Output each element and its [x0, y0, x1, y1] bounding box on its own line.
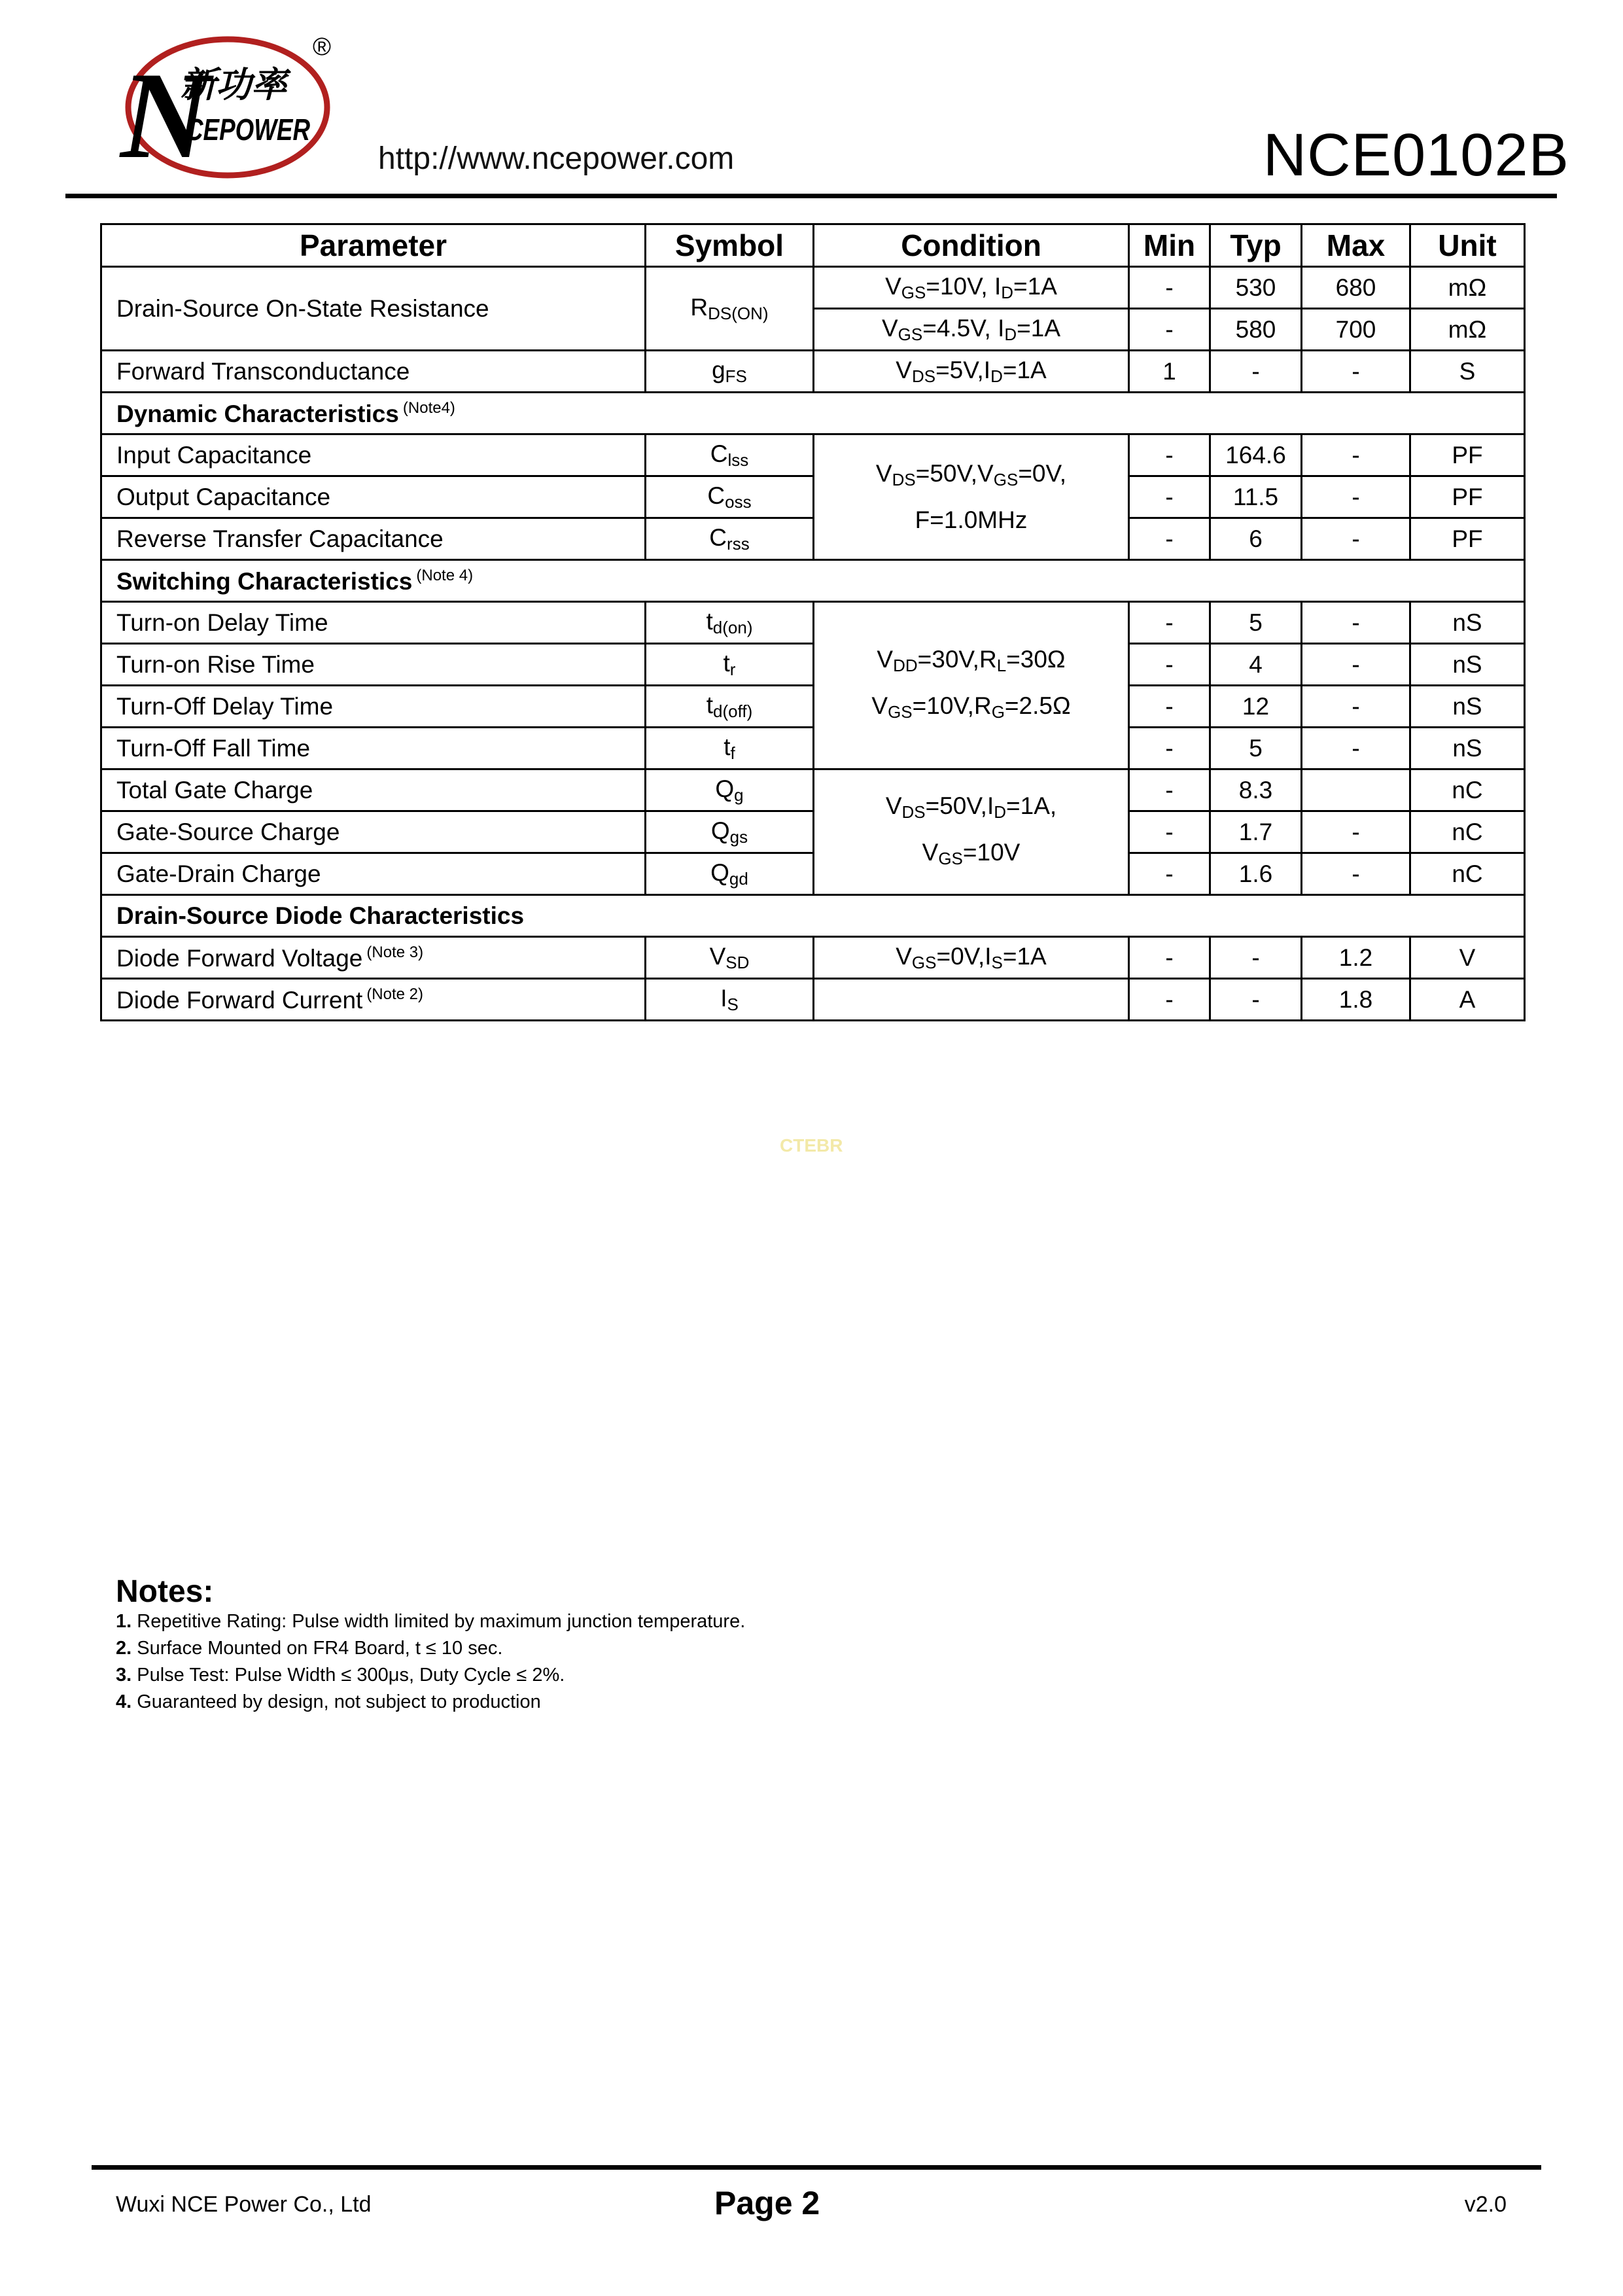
table-row: [101, 476, 1525, 518]
typ-cell: 1.7: [1210, 811, 1302, 853]
min-cell: -: [1129, 434, 1210, 476]
symbol-cell: $C_{oss}$: [646, 476, 814, 518]
table-row: [101, 602, 1525, 644]
section-title: Dynamic Characteristics $^{(Note4)}$: [101, 393, 1525, 434]
param-cell: Gate-Drain Charge: [101, 853, 646, 895]
table-row: [101, 811, 1525, 853]
condition-cell: $V_{DS}=50V,V_{GS}=0V$, F=1.0MHz: [814, 434, 1129, 560]
typ-cell: 4: [1210, 644, 1302, 686]
symbol-cell: $t_f$: [646, 728, 814, 769]
symbol-cell: $g_{FS}$: [646, 351, 814, 393]
typ-cell: 8.3: [1210, 769, 1302, 811]
unit-cell: mΩ: [1410, 267, 1525, 309]
min-cell: 1: [1129, 351, 1210, 393]
unit-cell: nS: [1410, 602, 1525, 644]
symbol-cell: $Q_{gs}$: [646, 811, 814, 853]
min-cell: -: [1129, 267, 1210, 309]
param-cell: Turn-Off Delay Time: [101, 686, 646, 728]
typ-cell: -: [1210, 351, 1302, 393]
min-cell: -: [1129, 769, 1210, 811]
symbol-cell: $t_{d(off)}$: [646, 686, 814, 728]
table-row: [101, 728, 1525, 769]
param-cell: Turn-Off Fall Time: [101, 728, 646, 769]
max-cell: 700: [1302, 309, 1410, 351]
param-cell: Reverse Transfer Capacitance: [101, 518, 646, 560]
symbol-cell: $t_r$: [646, 644, 814, 686]
max-cell: -: [1302, 476, 1410, 518]
unit-cell: S: [1410, 351, 1525, 393]
max-cell: -: [1302, 644, 1410, 686]
table-row: [101, 434, 1525, 476]
typ-cell: 11.5: [1210, 476, 1302, 518]
min-cell: -: [1129, 979, 1210, 1021]
param-cell: Diode Forward Current $^{(Note 2)}$: [101, 979, 646, 1021]
unit-cell: nS: [1410, 686, 1525, 728]
max-cell: -: [1302, 434, 1410, 476]
typ-cell: -: [1210, 937, 1302, 979]
header-condition: Condition: [814, 224, 1129, 267]
company-logo: [118, 26, 340, 190]
max-cell: 1.2: [1302, 937, 1410, 979]
header-max: Max: [1302, 224, 1410, 267]
header-symbol: Symbol: [646, 224, 814, 267]
symbol-cell: $C_{rss}$: [646, 518, 814, 560]
min-cell: -: [1129, 602, 1210, 644]
section-title: Switching Characteristics $^{(Note 4)}$: [101, 560, 1525, 602]
svg-text:新功率: 新功率: [181, 64, 287, 105]
unit-cell: PF: [1410, 476, 1525, 518]
website-url[interactable]: http://www.ncepower.com: [378, 141, 735, 176]
symbol-cell: $Q_{gd}$: [646, 853, 814, 895]
section-row-switching: [101, 560, 1525, 602]
note-item: 3. Pulse Test: Pulse Width ≤ 300μs, Duty Cycle ≤ 2%.: [116, 1665, 565, 1686]
notes-heading: Notes:: [116, 1574, 214, 1609]
header-typ: Typ: [1210, 224, 1302, 267]
part-number-title: NCE0102B: [1263, 122, 1569, 188]
section-row-diode: [101, 895, 1525, 937]
symbol-cell: $V_{SD}$: [646, 937, 814, 979]
param-cell: Output Capacitance: [101, 476, 646, 518]
symbol-cell: $C_{lss}$: [646, 434, 814, 476]
condition-cell: [814, 979, 1129, 1021]
typ-cell: -: [1210, 979, 1302, 1021]
unit-cell: A: [1410, 979, 1525, 1021]
condition-cell: $V_{DD}=30V,R_L=30\Omega$ $V_{GS}=10V,R_G=2.5\Omega$: [814, 602, 1129, 769]
footer-divider: [92, 2165, 1541, 2170]
condition-cell: $V_{GS}=0V,I_S=1A$: [814, 937, 1129, 979]
table-row: [101, 518, 1525, 560]
page-number: Page 2: [714, 2185, 820, 2221]
unit-cell: V: [1410, 937, 1525, 979]
typ-cell: 5: [1210, 728, 1302, 769]
typ-cell: 164.6: [1210, 434, 1302, 476]
table-row: [101, 267, 1525, 309]
typ-cell: 12: [1210, 686, 1302, 728]
min-cell: -: [1129, 309, 1210, 351]
section-row-dynamic: [101, 393, 1525, 434]
typ-cell: 6: [1210, 518, 1302, 560]
unit-cell: nC: [1410, 769, 1525, 811]
unit-cell: nC: [1410, 853, 1525, 895]
note-item: 4. Guaranteed by design, not subject to production: [116, 1691, 541, 1712]
header-min: Min: [1129, 224, 1210, 267]
watermark-text: CTEBR: [780, 1135, 843, 1156]
unit-cell: nS: [1410, 728, 1525, 769]
min-cell: -: [1129, 811, 1210, 853]
symbol-cell: $R_{DS(ON)}$: [646, 267, 814, 351]
min-cell: -: [1129, 937, 1210, 979]
symbol-cell: $Q_g$: [646, 769, 814, 811]
param-cell: Gate-Source Charge: [101, 811, 646, 853]
electrical-characteristics-table: [100, 223, 1526, 1021]
unit-cell: PF: [1410, 518, 1525, 560]
table-row: [101, 979, 1525, 1021]
header-unit: Unit: [1410, 224, 1525, 267]
param-cell: Drain-Source On-State Resistance: [101, 267, 646, 351]
param-cell: Total Gate Charge: [101, 769, 646, 811]
min-cell: -: [1129, 686, 1210, 728]
param-cell: Turn-on Rise Time: [101, 644, 646, 686]
max-cell: 680: [1302, 267, 1410, 309]
table-row: [101, 937, 1525, 979]
condition-cell: $V_{DS}=5V,I_D=1A$: [814, 351, 1129, 393]
min-cell: -: [1129, 644, 1210, 686]
svg-text:CEPOWER: CEPOWER: [186, 113, 310, 147]
min-cell: -: [1129, 728, 1210, 769]
param-cell: Input Capacitance: [101, 434, 646, 476]
max-cell: 1.8: [1302, 979, 1410, 1021]
max-cell: -: [1302, 602, 1410, 644]
table-header-row: [101, 224, 1525, 267]
max-cell: [1302, 769, 1410, 811]
max-cell: -: [1302, 728, 1410, 769]
param-cell: Turn-on Delay Time: [101, 602, 646, 644]
condition-cell: $V_{DS}=50V,I_D=1A$, $V_{GS}=10V$: [814, 769, 1129, 895]
table-row: [101, 351, 1525, 393]
max-cell: -: [1302, 518, 1410, 560]
svg-text:N: N: [120, 47, 211, 185]
typ-cell: 1.6: [1210, 853, 1302, 895]
section-title: Drain-Source Diode Characteristics: [101, 895, 1525, 937]
note-item: 2. Surface Mounted on FR4 Board, t ≤ 10 sec.: [116, 1638, 503, 1659]
header-divider: [65, 194, 1557, 198]
table-row: [101, 686, 1525, 728]
typ-cell: 580: [1210, 309, 1302, 351]
max-cell: -: [1302, 853, 1410, 895]
param-cell: Diode Forward Voltage $^{(Note 3)}$: [101, 937, 646, 979]
max-cell: -: [1302, 686, 1410, 728]
symbol-cell: $I_S$: [646, 979, 814, 1021]
table-row: [101, 644, 1525, 686]
min-cell: -: [1129, 853, 1210, 895]
document-version: v2.0: [1464, 2192, 1507, 2217]
table-row: [101, 769, 1525, 811]
min-cell: -: [1129, 518, 1210, 560]
condition-cell: $V_{GS}=10V$, $I_D=1A$: [814, 267, 1129, 309]
min-cell: -: [1129, 476, 1210, 518]
unit-cell: PF: [1410, 434, 1525, 476]
max-cell: -: [1302, 351, 1410, 393]
svg-text:®: ®: [313, 33, 331, 61]
unit-cell: nC: [1410, 811, 1525, 853]
symbol-cell: $t_{d(on)}$: [646, 602, 814, 644]
header-parameter: Parameter: [101, 224, 646, 267]
typ-cell: 5: [1210, 602, 1302, 644]
param-cell: Forward Transconductance: [101, 351, 646, 393]
max-cell: -: [1302, 811, 1410, 853]
typ-cell: 530: [1210, 267, 1302, 309]
footer-company: Wuxi NCE Power Co., Ltd: [116, 2192, 372, 2217]
unit-cell: mΩ: [1410, 309, 1525, 351]
condition-cell: $V_{GS}=4.5V$, $I_D=1A$: [814, 309, 1129, 351]
table-row: [101, 853, 1525, 895]
note-item: 1. Repetitive Rating: Pulse width limited by maximum junction temperature.: [116, 1611, 746, 1632]
unit-cell: nS: [1410, 644, 1525, 686]
